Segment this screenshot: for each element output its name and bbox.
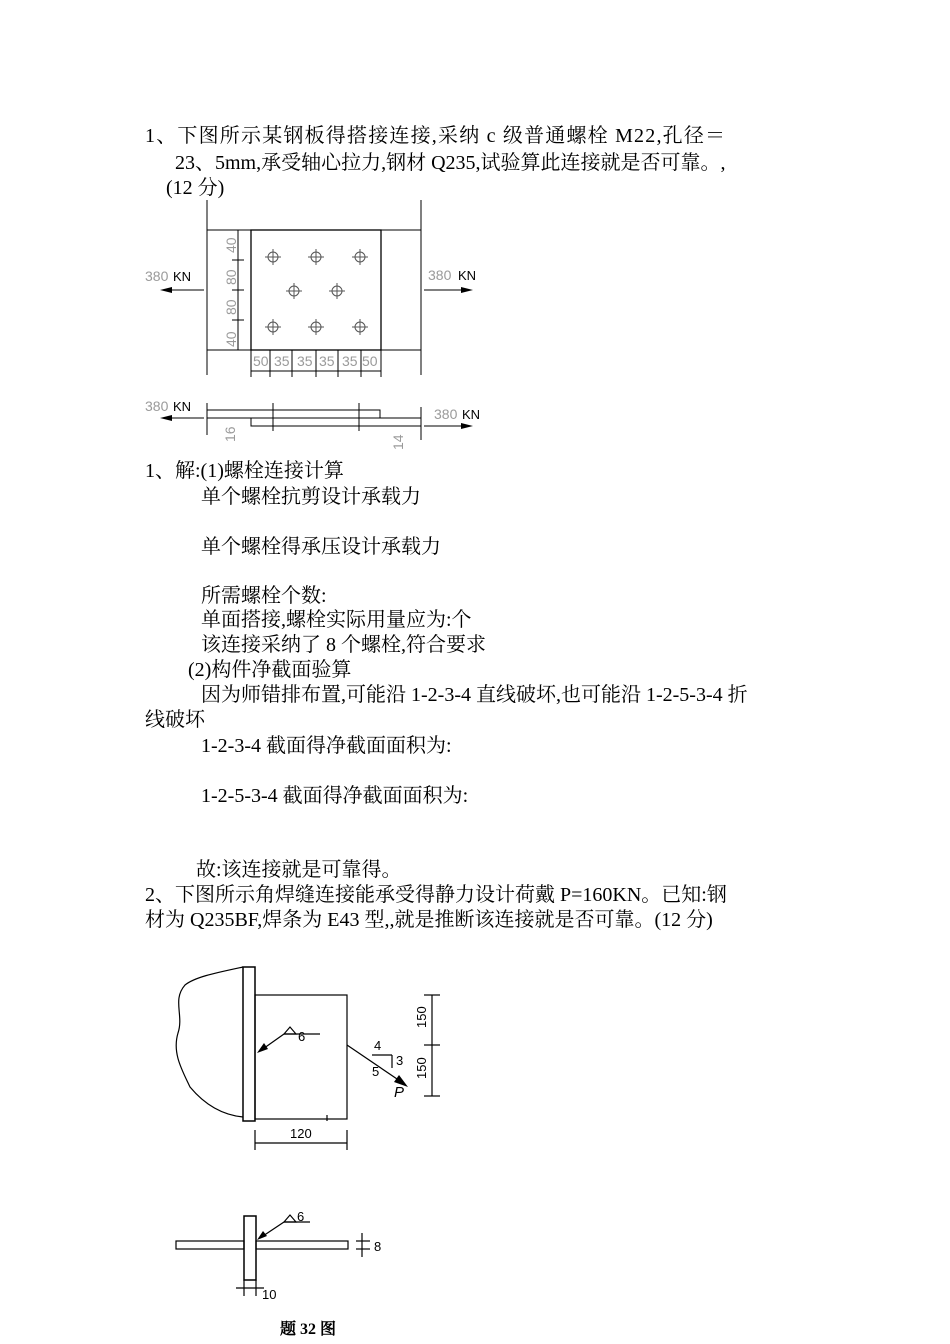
dim-h-1: 50 xyxy=(253,353,269,369)
q2-weld-figure xyxy=(160,955,480,1155)
bolt-hole xyxy=(352,319,368,335)
q2-section-figure xyxy=(160,1200,420,1310)
dim-h-2: 35 xyxy=(274,353,290,369)
solution-line-failure-path: 因为师错排布置,可能沿 1-2-3-4 直线破坏,也可能沿 1-2-5-3-4 折 xyxy=(201,684,748,706)
solution-title: 1、解:(1)螺栓连接计算 xyxy=(145,460,344,482)
side-force-left-unit: KN xyxy=(173,399,192,414)
dim-v-3: 80 xyxy=(223,299,239,315)
dim-10: 10 xyxy=(262,1287,277,1302)
slope-4: 4 xyxy=(374,1038,382,1053)
plate-thickness-label: 8 xyxy=(374,1239,382,1254)
solution-line-failure-path-cont: 线破坏 xyxy=(145,709,205,731)
slope-5: 5 xyxy=(372,1064,380,1079)
side-force-left-value: 380 xyxy=(145,398,169,414)
load-label: P xyxy=(394,1084,405,1101)
weld-size-label: 6 xyxy=(298,1029,306,1044)
dim-v-4: 40 xyxy=(223,331,239,347)
dim-v-1: 40 xyxy=(223,237,239,253)
side-force-right-value: 380 xyxy=(434,406,458,422)
weld-size-bottom-label: 6 xyxy=(297,1209,305,1224)
solution-line-bolt-count: 所需螺栓个数: xyxy=(201,585,327,607)
solution-line-single-lap: 单面搭接,螺栓实际用量应为:个 xyxy=(201,609,472,631)
force-right-value: 380 xyxy=(428,267,452,283)
q1-line-2: 23、5mm,承受轴心拉力,钢材 Q235,试验算此连接就是否可靠。, xyxy=(175,152,726,174)
bolt-hole xyxy=(329,283,345,299)
solution-conclusion: 故:该连接就是可靠得。 xyxy=(196,859,402,881)
bolt-hole xyxy=(265,319,281,335)
thickness-left: 16 xyxy=(222,426,238,442)
dim-150-top: 150 xyxy=(414,1006,429,1028)
bolt-hole xyxy=(286,283,302,299)
dim-120: 120 xyxy=(290,1126,312,1141)
q1-side-view-figure xyxy=(140,395,500,455)
force-right-unit: KN xyxy=(458,268,477,283)
bolt-hole xyxy=(352,249,368,265)
solution-line-shear: 单个螺栓抗剪设计承载力 xyxy=(201,486,421,508)
bolt-hole xyxy=(308,249,324,265)
solution-line-section-12534: 1-2-5-3-4 截面得净截面面积为: xyxy=(201,785,469,807)
dim-h-4: 35 xyxy=(319,353,335,369)
bolt-hole xyxy=(265,249,281,265)
force-left-unit: KN xyxy=(173,269,192,284)
q2-line-2: 材为 Q235BF,焊条为 E43 型,,就是推断该连接就是否可靠。(12 分) xyxy=(145,909,713,931)
slope-3: 3 xyxy=(396,1053,404,1068)
dim-h-5: 35 xyxy=(342,353,358,369)
dim-h-3: 35 xyxy=(297,353,313,369)
figure-caption: 题 32 图 xyxy=(280,1321,337,1338)
q2-line-1: 2、下图所示角焊缝连接能承受得静力设计荷戴 P=160KN。已知:钢 xyxy=(145,884,727,906)
force-left-value: 380 xyxy=(145,268,169,284)
solution-line-bearing: 单个螺栓得承压设计承载力 xyxy=(201,536,441,558)
dim-h-6: 50 xyxy=(362,353,378,369)
dim-150-bottom: 150 xyxy=(414,1057,429,1079)
solution-line-8-bolts: 该连接采纳了 8 个螺栓,符合要求 xyxy=(201,634,486,656)
q1-line-1: 1、下图所示某钢板得搭接连接,采纳 c 级普通螺栓 M22,孔径＝ xyxy=(145,125,727,147)
dim-v-2: 80 xyxy=(223,269,239,285)
q1-line-3: (12 分) xyxy=(166,177,225,199)
solution-line-net-section: (2)构件净截面验算 xyxy=(188,659,352,681)
solution-line-section-1234: 1-2-3-4 截面得净截面面积为: xyxy=(201,735,452,757)
thickness-right: 14 xyxy=(390,434,406,450)
side-force-right-unit: KN xyxy=(462,407,481,422)
bolt-hole xyxy=(308,319,324,335)
